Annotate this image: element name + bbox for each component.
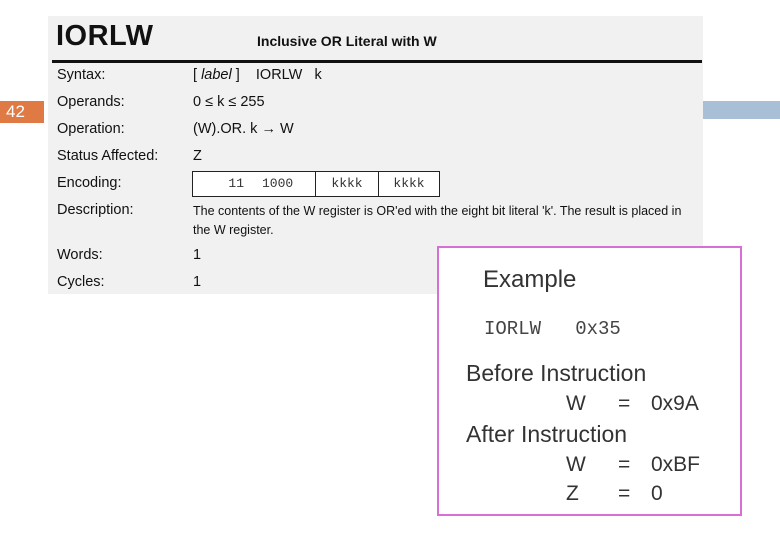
encoding-cell: 11 <box>228 176 244 191</box>
encoding-cell: kkkk <box>378 172 439 196</box>
header-rule <box>52 60 702 63</box>
operation-label: Operation: <box>57 121 125 137</box>
cycles-value: 1 <box>193 274 202 290</box>
after-reg-eq: = <box>618 453 631 476</box>
description-value: The contents of the W register is OR'ed with the eight bit literal 'k'. The result is placed in the W register. <box>193 204 682 237</box>
before-reg-value: 0x9A <box>651 392 699 415</box>
status-label: Status Affected: <box>57 148 159 164</box>
after-reg-value: 0 <box>651 482 663 505</box>
example-box <box>437 246 742 516</box>
after-reg-name: W <box>566 453 586 476</box>
syntax-open-bracket: [ <box>193 67 198 83</box>
example-code: IORLW 0x35 <box>484 318 621 340</box>
example-title: Example <box>483 266 577 293</box>
operation-value: (W).OR. k → W <box>193 121 294 137</box>
after-reg-name: Z <box>566 482 579 505</box>
syntax-close-bracket: ] <box>235 67 240 83</box>
instruction-mnemonic: IORLW <box>56 20 154 52</box>
description-label: Description: <box>57 202 134 218</box>
accent-bar <box>703 101 780 119</box>
syntax-operand: k <box>314 67 322 83</box>
encoding-cell: 1000 <box>262 176 294 191</box>
syntax-value <box>193 67 322 83</box>
after-reg-value: 0xBF <box>651 453 701 476</box>
syntax-label-word: label <box>201 67 232 83</box>
after-heading: After Instruction <box>466 421 628 447</box>
before-reg-name: W <box>566 392 586 415</box>
before-reg-eq: = <box>618 392 631 415</box>
instruction-full-name: Inclusive OR Literal with W <box>257 33 437 49</box>
encoding-table <box>192 171 440 197</box>
operands-value: 0 ≤ k ≤ 255 <box>193 94 265 110</box>
encoding-cell: kkkk <box>315 172 378 196</box>
words-value: 1 <box>193 247 202 263</box>
words-label: Words: <box>57 247 103 263</box>
status-value: Z <box>193 148 202 164</box>
before-heading: Before Instruction <box>466 360 647 386</box>
syntax-mnemonic: IORLW <box>255 67 303 83</box>
cycles-label: Cycles: <box>57 274 105 290</box>
slide-number: 42 <box>0 101 44 123</box>
operands-label: Operands: <box>57 94 125 110</box>
syntax-label: Syntax: <box>57 67 106 83</box>
after-reg-eq: = <box>618 482 631 505</box>
encoding-label: Encoding: <box>57 175 122 191</box>
